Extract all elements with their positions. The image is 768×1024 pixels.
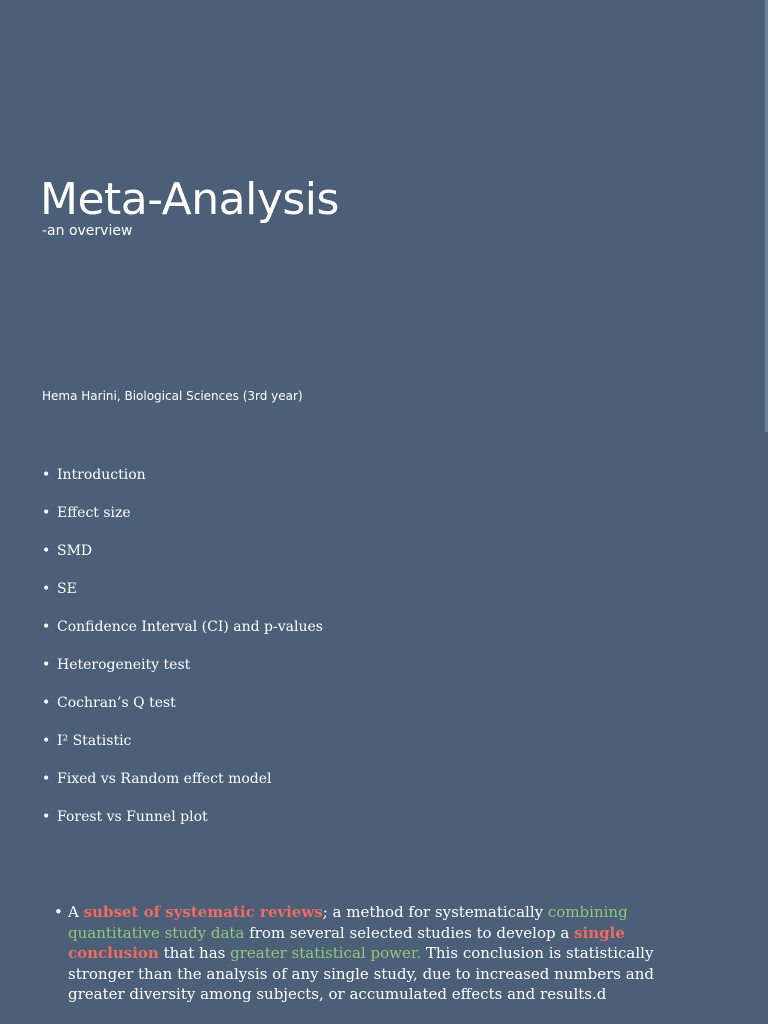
- highlight-term: combining quantitative study data: [68, 903, 628, 942]
- contents-item-label: Introduction: [57, 467, 146, 483]
- bullet-icon: •: [42, 619, 51, 635]
- highlight-term: greater statistical power.: [230, 944, 422, 962]
- bullet-icon: •: [54, 903, 63, 921]
- contents-item: [42, 690, 323, 728]
- bullet-icon: •: [42, 581, 51, 597]
- page-title: Meta-Analysis: [40, 174, 339, 225]
- contents-item: [42, 614, 323, 652]
- contents-item: [42, 500, 323, 538]
- bullet-icon: •: [42, 695, 51, 711]
- definition-paragraph: [54, 902, 714, 1005]
- contents-item-label: SMD: [57, 543, 93, 559]
- definition-segment: from several selected studies to develop a: [244, 923, 575, 942]
- contents-item: [42, 804, 323, 842]
- definition-segment: ; a method for systematically: [322, 903, 548, 921]
- author-line: Hema Harini, Biological Sciences (3rd year): [42, 389, 303, 403]
- bullet-icon: •: [42, 543, 51, 559]
- definition-segment: A: [68, 903, 84, 921]
- definition-text: [54, 902, 714, 1005]
- definition-segment: that has: [158, 944, 231, 962]
- bullet-icon: •: [42, 505, 51, 521]
- highlight-term: subset of systematic reviews: [83, 903, 323, 921]
- contents-item-label: Confidence Interval (CI) and p-values: [57, 619, 323, 635]
- bullet-icon: •: [42, 809, 51, 825]
- highlight-term: single conclusion: [68, 923, 625, 962]
- contents-item-label: Cochran’s Q test: [57, 695, 176, 711]
- bullet-icon: •: [42, 733, 51, 749]
- contents-item-label: Forest vs Funnel plot: [57, 809, 208, 825]
- contents-item: [42, 538, 323, 576]
- contents-item-label: SE: [57, 581, 77, 597]
- contents-item: [42, 766, 323, 804]
- contents-item-label: Heterogeneity test: [57, 657, 191, 673]
- page-subtitle: -an overview: [42, 223, 133, 239]
- contents-item-label: I² Statistic: [57, 733, 132, 749]
- bullet-icon: •: [42, 771, 51, 787]
- contents-list: [42, 462, 323, 842]
- contents-item: [42, 462, 323, 500]
- bullet-icon: •: [42, 467, 51, 483]
- contents-item: [42, 576, 323, 614]
- definition-segment: This conclusion is statistically stronger than the analysis of any single study, due to increased numbers and greater diversity among subjects, or accumulated effects and results.d: [68, 944, 654, 1003]
- contents-item: [42, 728, 323, 766]
- bullet-icon: •: [42, 657, 51, 673]
- contents-item-label: Effect size: [57, 505, 131, 521]
- contents-item: [42, 652, 323, 690]
- contents-item-label: Fixed vs Random effect model: [57, 771, 272, 787]
